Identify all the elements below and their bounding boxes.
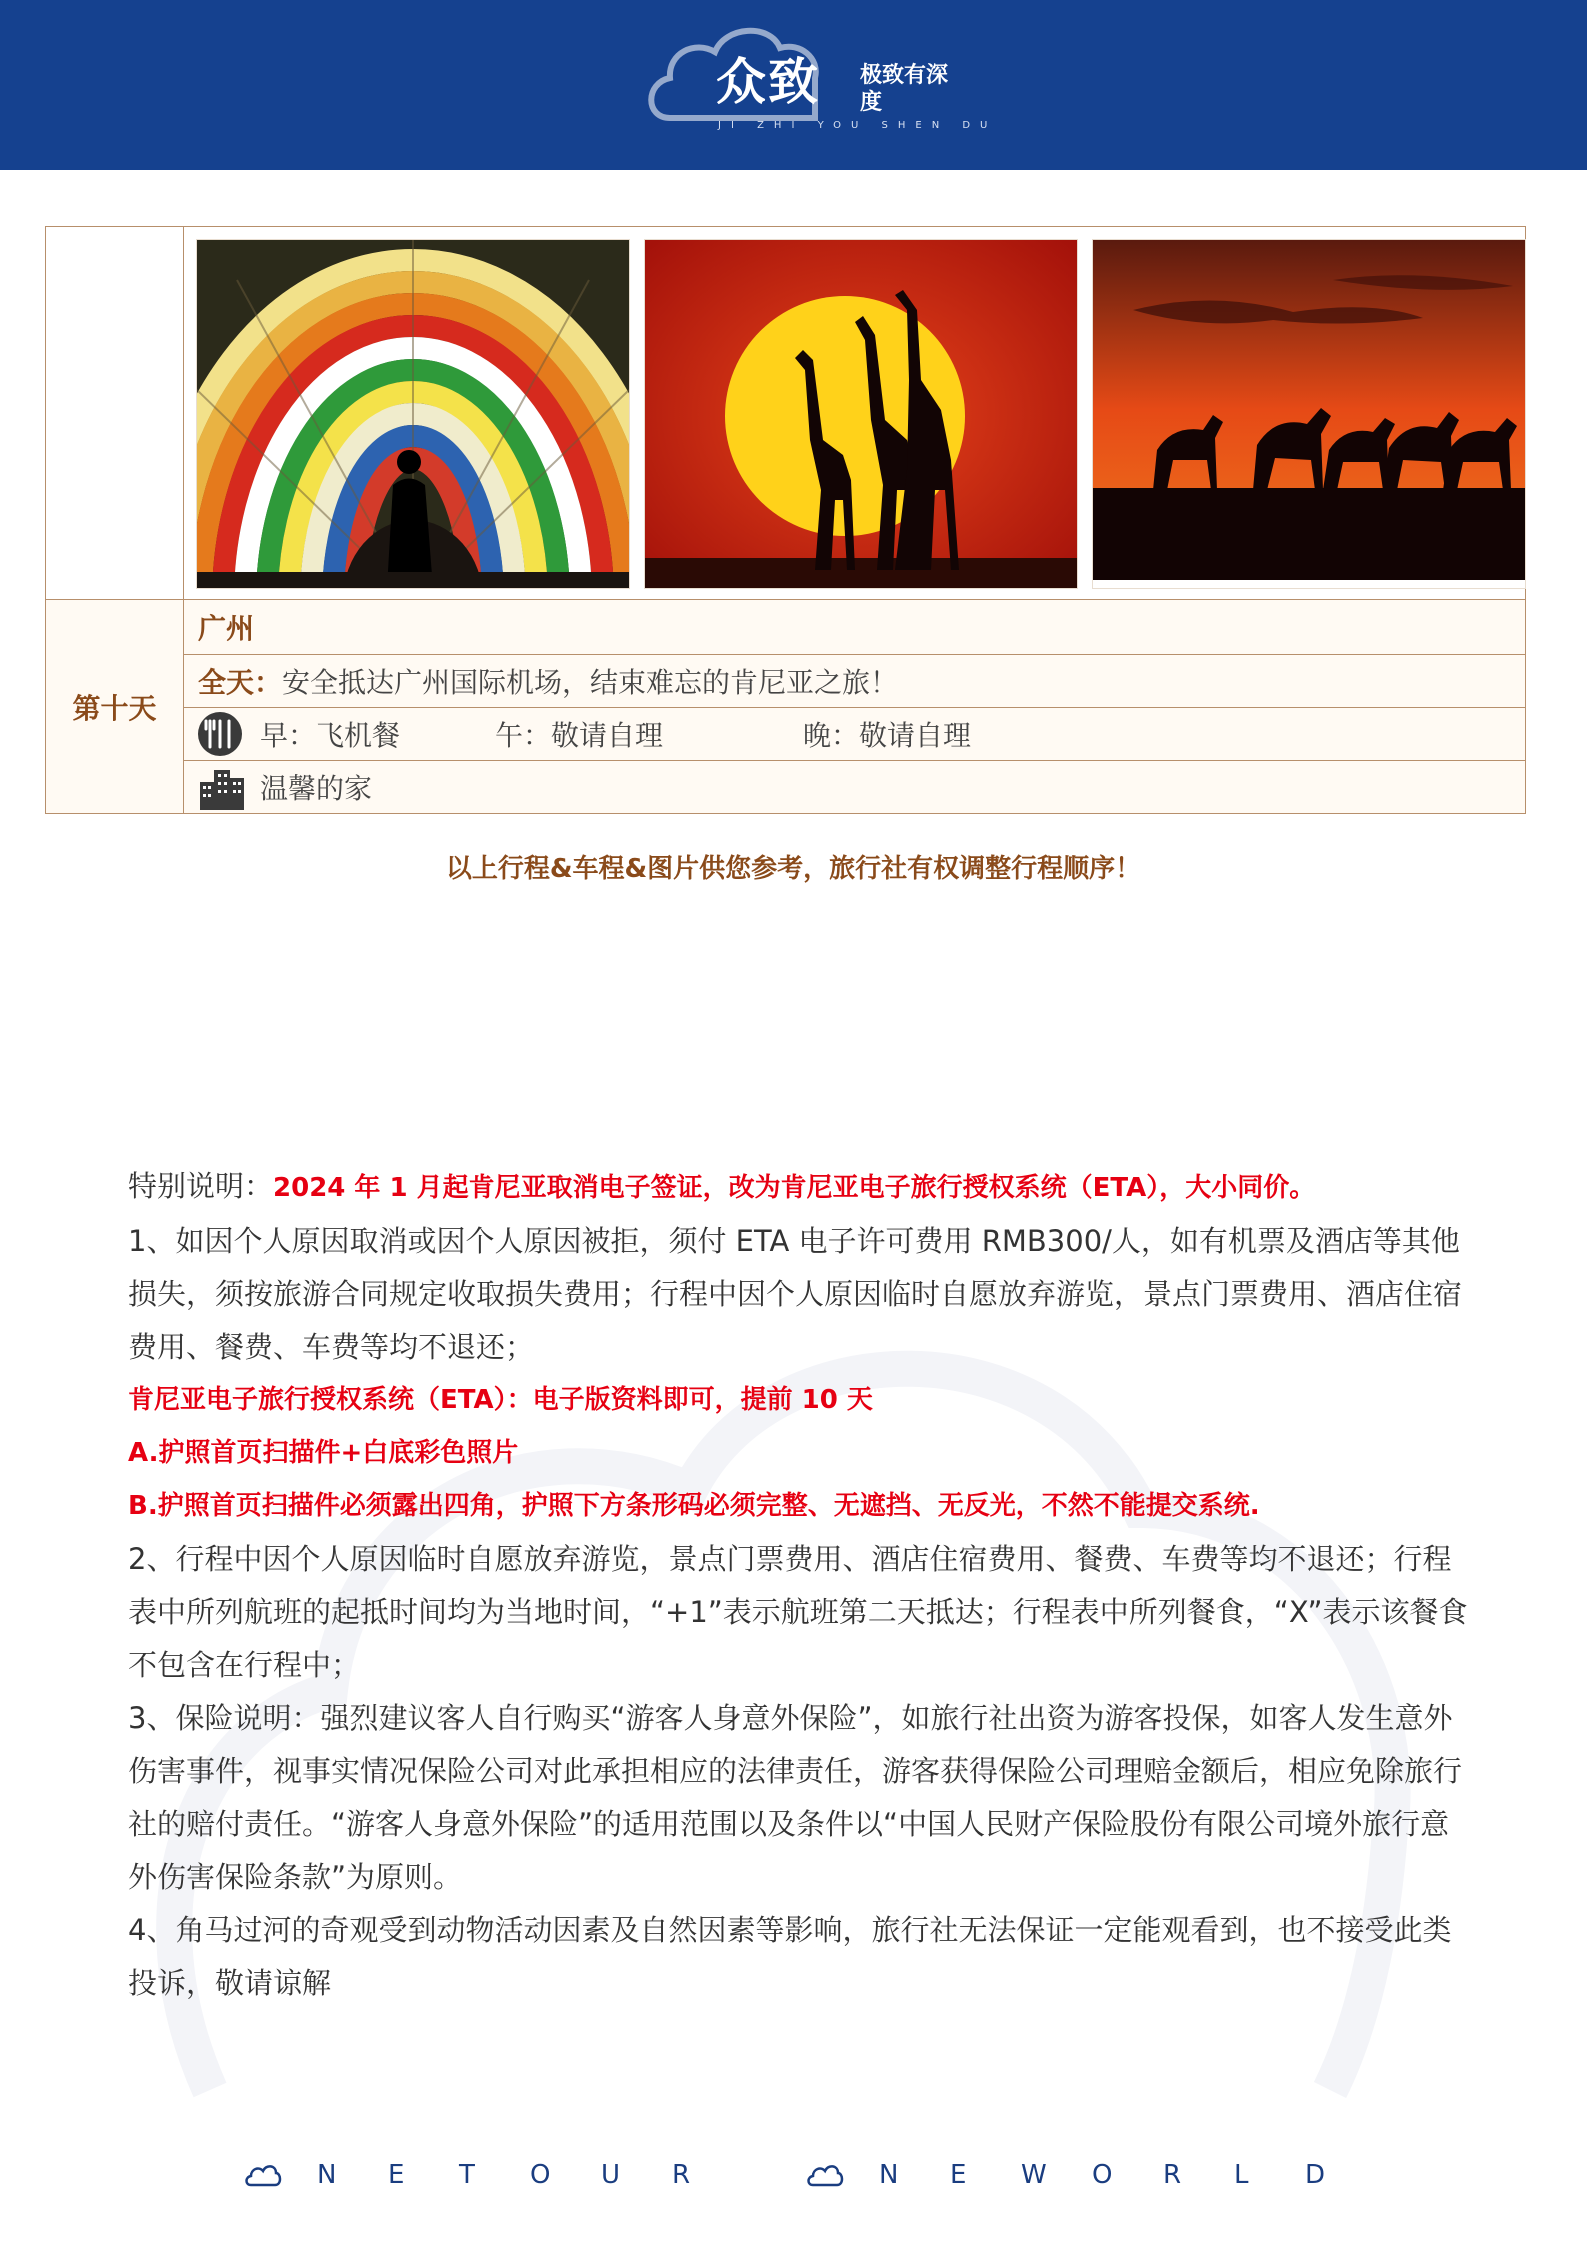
footer-newworld bbox=[805, 2160, 1376, 2190]
footer-newworld-letter: E bbox=[950, 2160, 967, 2190]
footer-newworld-letter: W bbox=[1021, 2160, 1047, 2190]
itinerary-disclaimer: 以上行程&车程&图片供您参考，旅行社有权调整行程顺序！ bbox=[445, 854, 1142, 884]
hotel-name: 温馨的家 bbox=[260, 772, 373, 805]
footer-netour-letter: T bbox=[459, 2160, 475, 2190]
notes-intro-red: 2024 年 1 月起肯尼亚取消电子签证，改为肯尼亚电子旅行授权系统（ETA），大小同价。 bbox=[273, 1173, 1316, 1203]
notes-item-4: 4、角马过河的奇观受到动物活动因素及自然因素等影响，旅行社无法保证一定能观看到，也不接受此类投诉，敬请谅解 bbox=[128, 1913, 1452, 2000]
footer-newworld-letter: L bbox=[1234, 2160, 1249, 2190]
brand-logo bbox=[640, 18, 998, 148]
buildings-icon bbox=[196, 764, 248, 810]
footer-netour-letter: E bbox=[388, 2160, 405, 2190]
notes-eta: 肯尼亚电子旅行授权系统（ETA）：电子版资料即可，提前 10 天 bbox=[128, 1385, 873, 1415]
footer-netour-letter: R bbox=[672, 2160, 691, 2190]
page-header bbox=[0, 0, 1587, 170]
notes-intro bbox=[128, 1160, 1468, 1215]
footer-netour-letters bbox=[317, 2160, 743, 2190]
photo-cell bbox=[184, 227, 1526, 600]
meals-row bbox=[184, 708, 1526, 761]
notes-eta-a: A.护照首页扫描件+白底彩色照片 bbox=[128, 1438, 519, 1468]
photo-balloon bbox=[196, 239, 630, 589]
meal-lunch: 午：敬请自理 bbox=[495, 719, 664, 752]
notes-item-1: 1、如因个人原因取消或因个人原因被拒，须付 ETA 电子许可费用 RMB300/人，如有机票及酒店等其他损失，须按旅游合同规定收取损失费用；行程中因个人原因临时自愿放弃游览，景点门票费用、酒店住宿费用、餐费、车费等均不退还； bbox=[128, 1224, 1463, 1364]
footer-netour-letter: O bbox=[530, 2160, 551, 2190]
notes-intro-label: 特别说明： bbox=[128, 1169, 274, 1203]
cutlery-icon bbox=[196, 711, 248, 757]
all-day-label: 全天： bbox=[198, 666, 283, 699]
footer-newworld-letter: D bbox=[1305, 2160, 1326, 2190]
all-day-row bbox=[184, 655, 1526, 708]
cloud-icon bbox=[243, 2161, 283, 2189]
footer-newworld-letter: N bbox=[879, 2160, 899, 2190]
photo-giraffes bbox=[644, 239, 1078, 589]
hotel-row bbox=[184, 761, 1526, 814]
special-notes bbox=[128, 1160, 1468, 2010]
footer-newworld-letters bbox=[879, 2160, 1376, 2190]
all-day-text: 安全抵达广州国际机场，结束难忘的肯尼亚之旅！ bbox=[282, 666, 899, 699]
logo-pinyin: JI ZHI YOU SHEN DU bbox=[718, 120, 998, 131]
page-footer bbox=[0, 2160, 1587, 2205]
notes-eta-b: B.护照首页扫描件必须露出四角，护照下方条形码必须完整、无遮挡、无反光，不然不能提交系统. bbox=[128, 1491, 1260, 1521]
notes-item-2: 2、行程中因个人原因临时自愿放弃游览，景点门票费用、酒店住宿费用、餐费、车费等均不退还；行程表中所列航班的起抵时间均为当地时间，“+1”表示航班第二天抵达；行程表中所列餐食，“X”表示该餐食不包含在行程中； bbox=[128, 1542, 1468, 1682]
city-name: 广州 bbox=[184, 600, 1526, 655]
meal-dinner: 晚：敬请自理 bbox=[803, 719, 972, 752]
footer-netour-letter: U bbox=[601, 2160, 621, 2190]
logo-main-text: 众致 bbox=[716, 53, 820, 111]
footer-netour-letter: N bbox=[317, 2160, 337, 2190]
day-column-photos bbox=[46, 227, 184, 600]
day-label: 第十天 bbox=[46, 600, 184, 814]
cloud-icon bbox=[805, 2161, 845, 2189]
photo-wildebeest bbox=[1092, 239, 1526, 589]
footer-netour bbox=[243, 2160, 743, 2190]
notes-item-3: 3、保险说明：强烈建议客人自行购买“游客人身意外保险”，如旅行社出资为游客投保，如客人发生意外伤害事件，视事实情况保险公司对此承担相应的法律责任，游客获得保险公司理赔金额后，相应免除旅行社的赔付责任。“游客人身意外保险”的适用范围以及条件以“中国人民财产保险股份有限公司境外旅行意外伤害保险条款”为原则。 bbox=[128, 1701, 1463, 1894]
logo-slogan: 极致有深度 bbox=[860, 63, 949, 115]
meal-breakfast: 早：飞机餐 bbox=[260, 719, 401, 752]
itinerary-table bbox=[45, 226, 1526, 814]
footer-newworld-letter: R bbox=[1163, 2160, 1182, 2190]
footer-newworld-letter: O bbox=[1092, 2160, 1113, 2190]
